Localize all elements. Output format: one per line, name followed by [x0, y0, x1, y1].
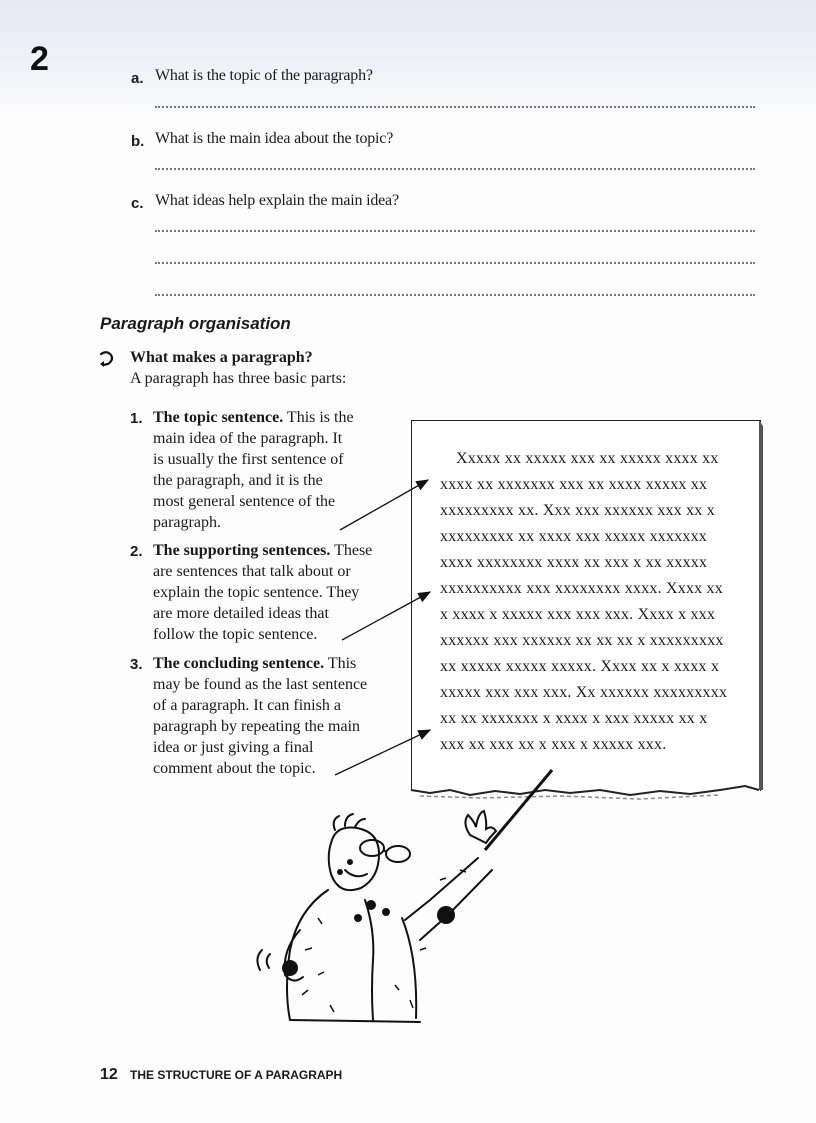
sample-paragraph-line: xxxxx xxx xxx xxx. Xx xxxxxx xxxxxxxxx — [440, 684, 728, 701]
part-line: idea or just giving a final — [153, 739, 314, 756]
part-line: This is the — [283, 409, 354, 426]
paper-torn-edge — [411, 786, 759, 795]
question-text-b: What is the main idea about the topic? — [155, 130, 394, 147]
page-number: 12 — [100, 1066, 118, 1083]
part-line: most general sentence of the — [153, 493, 336, 510]
pointer-arrow-3 — [335, 730, 430, 775]
part-line: of a paragraph. It can finish a — [153, 697, 341, 714]
sample-paragraph-line: xxxx xx xxxxxxx xxx xx xxxx xxxxx xx — [440, 476, 708, 493]
jacket-dots — [282, 859, 455, 976]
part-line: paragraph. — [153, 514, 221, 531]
section-heading: Paragraph organisation — [100, 314, 291, 333]
sample-paragraph-line: xx xx xxxxxxx x xxxx x xxx xxxxx xx x — [440, 710, 708, 727]
sample-paragraph-line: xxxx xxxxxxxx xxxx xx xxx x xx xxxxx — [440, 554, 708, 571]
question-text-c: What ideas help explain the main idea? — [155, 192, 399, 209]
chapter-number: 2 — [30, 40, 49, 78]
question-text-a: What is the topic of the paragraph? — [155, 67, 373, 84]
sample-paragraph-line: x xxxx x xxxxx xxx xxx xxx. Xxxx x xxx — [440, 606, 716, 623]
sample-paragraph-line: xxxxxxxxx xx. Xxx xxx xxxxxx xxx xx x — [440, 502, 715, 519]
pointer-stick — [485, 770, 552, 850]
question-letter-a: a. — [131, 70, 144, 87]
part-title-2: The supporting sentences. — [153, 542, 331, 559]
sample-paragraph-line: xxxxxxxxxx xxx xxxxxxxx xxxx. Xxxx xx — [440, 580, 723, 597]
question-letter-b: b. — [131, 133, 145, 150]
pointer-arrow-2 — [342, 592, 430, 640]
sample-paragraph-line: xxxxxx xxx xxxxxx xx xx xx x xxxxxxxxx — [440, 632, 724, 649]
subheading: What makes a paragraph? — [130, 349, 313, 366]
intro-text: A paragraph has three basic parts: — [130, 370, 347, 387]
part-title-3: The concluding sentence. — [153, 655, 325, 672]
pointer-arrow-1 — [340, 480, 428, 530]
part-line: These — [330, 542, 373, 559]
part-line: main idea of the paragraph. It — [153, 430, 343, 447]
question-letter-c: c. — [131, 195, 144, 212]
part-number-1: 1. — [130, 410, 143, 427]
part-line: may be found as the last sentence — [153, 676, 368, 693]
part-line: explain the topic sentence. They — [153, 584, 360, 601]
part-line: are sentences that talk about or — [153, 563, 351, 580]
sample-paragraph-line: xx xxxxx xxxxx xxxxx. Xxxx xx x xxxx x — [440, 658, 720, 675]
part-number-3: 3. — [130, 656, 143, 673]
sample-paragraph-line: xxxxxxxxx xx xxxx xxx xxxxx xxxxxxx — [440, 528, 707, 545]
part-line: is usually the first sentence of — [153, 451, 344, 468]
teacher-illustration — [257, 811, 496, 1022]
part-line: are more detailed ideas that — [153, 605, 329, 622]
part-line: the paragraph, and it is the — [153, 472, 323, 489]
sample-paragraph-line: xxx xx xxx xx x xxx x xxxxx xxx. — [440, 736, 667, 753]
part-line: paragraph by repeating the main — [153, 718, 361, 735]
part-line: comment about the topic. — [153, 760, 316, 777]
part-line: follow the topic sentence. — [153, 626, 318, 643]
part-title-1: The topic sentence. — [153, 409, 284, 426]
part-number-2: 2. — [130, 543, 143, 560]
paper-shadow — [759, 420, 763, 790]
part-line: This — [324, 655, 357, 672]
sample-paragraph-line: Xxxxx xx xxxxx xxx xx xxxxx xxxx xx — [456, 450, 719, 467]
footer-chapter-title: THE STRUCTURE OF A PARAGRAPH — [130, 1068, 343, 1082]
